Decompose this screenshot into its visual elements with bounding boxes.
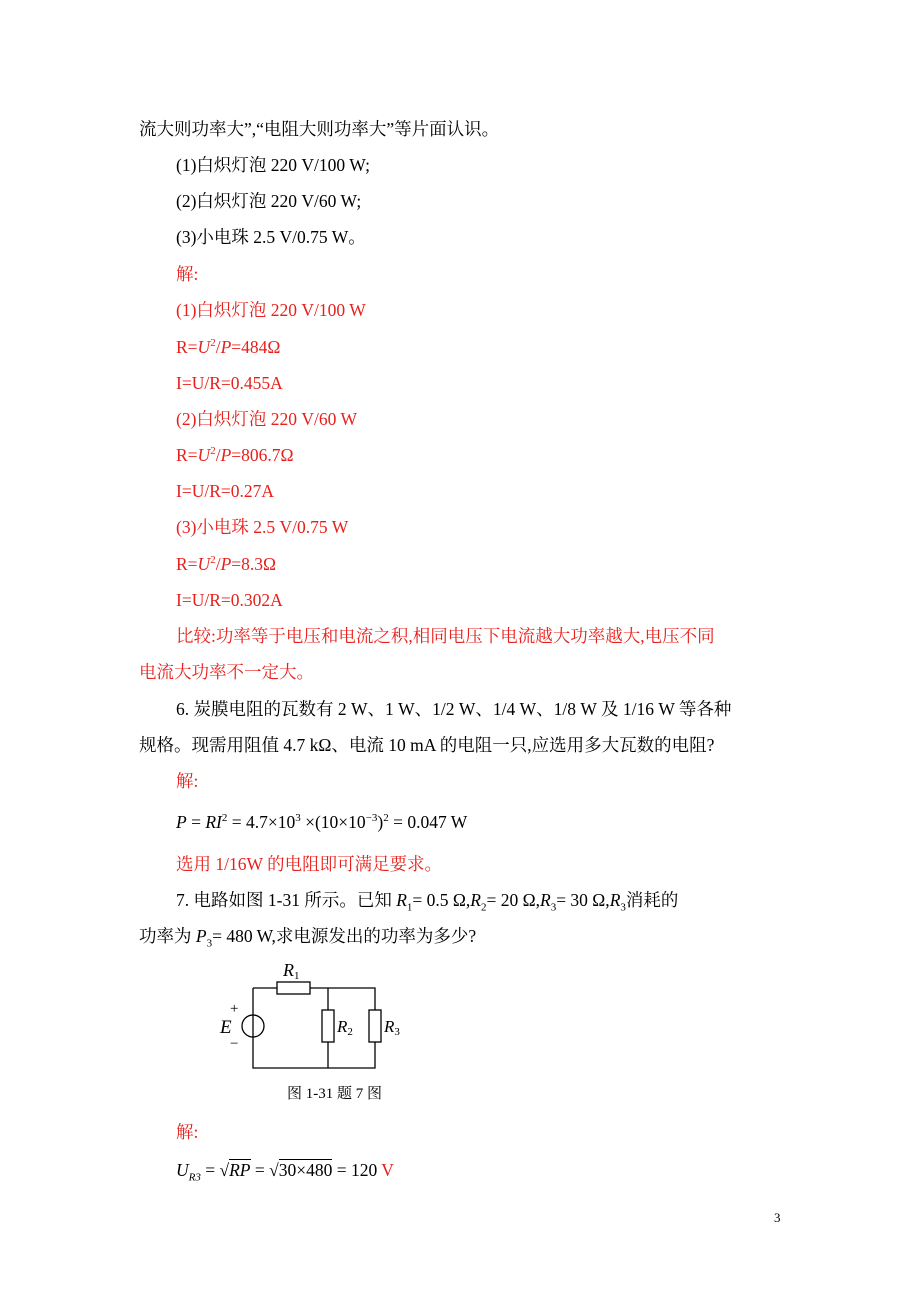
question-7-line: 7. 电路如图 1-31 所示。已知 $R_1= 0.5$ $\Omega,R_2= 20$ $\Omega,R_3= 30$ $\Omega,R_3$消耗的 [176,890,679,914]
answer-line: (3)小电珠 2.5 V/0.75 W [176,517,349,537]
r1-label: R1 [283,960,300,982]
power-formula: $P = RI^2 = 4.7\times 10^3 \times(10\times 10^{-3})^2 = 0.047$ W [176,812,468,832]
formula-line: $R=U^2/P=8.3\Omega$ [176,554,277,574]
comparison-line: 比较:功率等于电压和电流之积,相同电压下电流越大功率越大,电压不同 [176,626,715,646]
answer-line: 选用 1/16W 的电阻即可满足要求。 [176,854,443,874]
formula-line: $R=U^2/P=484\Omega$ [176,337,281,357]
text-line: (2)白炽灯泡 220 V/60 W; [176,191,362,211]
text-line: (3)小电珠 2.5 V/0.75 W。 [176,227,366,247]
answer-line: (1)白炽灯泡 220 V/100 W [176,300,366,320]
solution-label: 解: [176,1122,199,1142]
source-e-label: E [220,1017,232,1038]
page-number: 3 [774,1210,781,1225]
answer-line: I=U/R=0.455A [176,373,283,393]
answer-line: (2)白炽灯泡 220 V/60 W [176,409,357,429]
r3-label: R3 [384,1017,400,1038]
question-7-line: 功率为 $P_3= 480$ W,求电源发出的功率为多少? [139,926,477,950]
text-line: (1)白炽灯泡 220 V/100 W; [176,155,370,175]
answer-line: I=U/R=0.302A [176,590,283,610]
minus-sign: − [230,1036,239,1052]
text-line: 流大则功率大”,“电阻大则功率大”等片面认识。 [139,119,500,139]
voltage-formula: $U_{R3} = √RP = √30\times 480 = 120$ V [176,1160,394,1184]
circuit-diagram [215,955,415,1080]
formula-line: $R=U^2/P=806.7\Omega$ [176,445,294,465]
plus-sign: + [230,1001,239,1017]
question-6-line: 规格。现需用阻值 4.7 kΩ、电流 10 mA 的电阻一只,应选用多大瓦数的电阻? [139,735,715,755]
answer-line: I=U/R=0.27A [176,481,275,501]
solution-label: 解: [176,264,199,284]
r2-label: R2 [337,1017,353,1038]
comparison-line: 电流大功率不一定大。 [139,662,314,682]
figure-caption: 图 1-31 题 7 图 [287,1086,382,1102]
solution-label: 解: [176,771,199,791]
question-6-line: 6. 炭膜电阻的瓦数有 2 W、1 W、1/2 W、1/4 W、1/8 W 及 1/16 W 等各种 [176,699,732,719]
